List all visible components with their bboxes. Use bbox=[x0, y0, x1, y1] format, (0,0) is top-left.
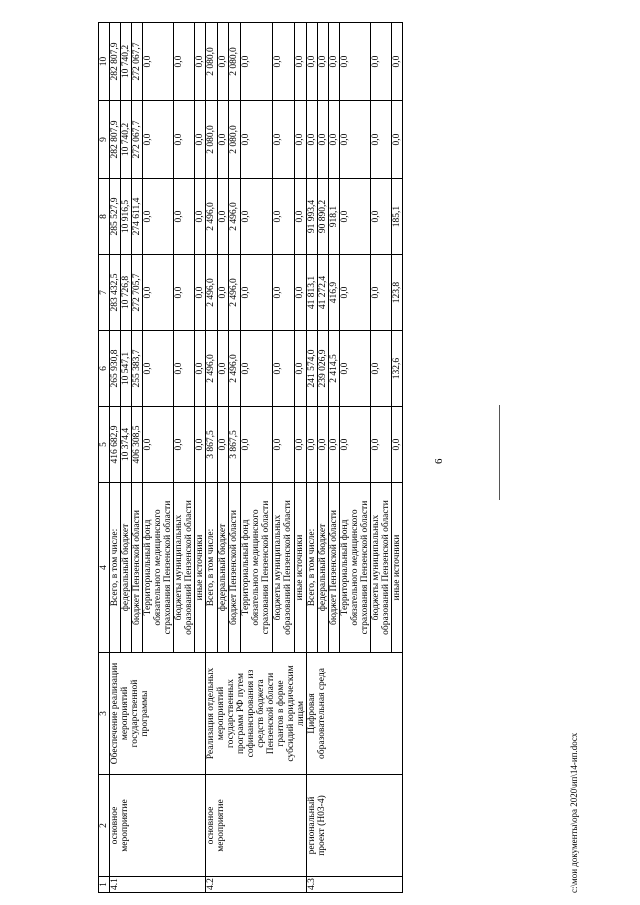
amount-cell: 0,0 bbox=[371, 23, 392, 101]
amount-cell: 239 026,9 bbox=[318, 331, 329, 407]
amount-cell: 0,0 bbox=[307, 407, 318, 483]
item-name-line: Реализация отдельных bbox=[206, 667, 216, 760]
amount-cell: 0,0 bbox=[273, 331, 295, 407]
amount-cell: 272 067,7 bbox=[132, 101, 143, 179]
funding-source bbox=[340, 483, 371, 653]
funding-source bbox=[273, 483, 295, 653]
amount-cell: 0,0 bbox=[217, 331, 229, 407]
funding-source-line: страхования Пензенской области bbox=[260, 500, 271, 635]
amount-cell: 0,0 bbox=[240, 255, 273, 331]
amount-cell: 0,0 bbox=[240, 331, 273, 407]
funding-source-line: Всего, в том числе: bbox=[307, 528, 317, 607]
amount-cell: 2 080,0 bbox=[229, 101, 241, 179]
item-type-line: мероприятие bbox=[120, 799, 130, 852]
funding-source-line: иные источники bbox=[392, 534, 402, 601]
amount-cell: 0,0 bbox=[195, 23, 206, 101]
amount-cell: 0,0 bbox=[143, 407, 174, 483]
amount-cell: 0,0 bbox=[143, 179, 174, 255]
table-row bbox=[206, 23, 218, 893]
amount-cell: 0,0 bbox=[295, 331, 307, 407]
funding-source-line: Всего, в том числе: bbox=[206, 528, 216, 607]
amount-cell: 0,0 bbox=[240, 101, 273, 179]
item-name-line: образовательная среда bbox=[317, 668, 327, 759]
amount-cell: 406 308,5 bbox=[132, 407, 143, 483]
amount-cell: 0,0 bbox=[240, 179, 273, 255]
amount-cell: 0,0 bbox=[340, 331, 371, 407]
column-number: 9 bbox=[99, 101, 110, 179]
amount-cell: 2 414,5 bbox=[329, 331, 340, 407]
item-name-line: софинансирования из bbox=[246, 669, 256, 758]
amount-cell: 0,0 bbox=[217, 23, 229, 101]
item-type bbox=[206, 775, 307, 877]
amount-cell: 0,0 bbox=[174, 179, 195, 255]
amount-cell: 0,0 bbox=[318, 407, 329, 483]
amount-cell: 0,0 bbox=[392, 101, 403, 179]
amount-cell: 283 432,5 bbox=[110, 255, 121, 331]
funding-source-line: бюджет Пензенской области bbox=[132, 510, 142, 625]
funding-source bbox=[132, 483, 143, 653]
amount-cell: 274 611,4 bbox=[132, 179, 143, 255]
item-name-line: средств бюджета bbox=[256, 679, 266, 748]
amount-cell: 3 867,5 bbox=[229, 407, 241, 483]
funding-source-line: обязательного медицинского bbox=[153, 509, 163, 626]
amount-cell: 0,0 bbox=[295, 23, 307, 101]
column-number: 8 bbox=[99, 179, 110, 255]
funding-source-line: страхования Пензенской области bbox=[163, 500, 173, 635]
table-row bbox=[307, 23, 318, 893]
item-type-line: проект (Н03-4) bbox=[317, 795, 327, 856]
funding-source bbox=[206, 483, 218, 653]
amount-cell: 0,0 bbox=[174, 407, 195, 483]
amount-cell: 416,9 bbox=[329, 255, 340, 331]
amount-cell: 0,0 bbox=[340, 407, 371, 483]
item-number: 4.1 bbox=[110, 877, 206, 893]
amount-cell: 0,0 bbox=[295, 255, 307, 331]
item-name-line: Цифровая bbox=[307, 693, 317, 734]
column-number: 2 bbox=[99, 775, 110, 877]
amount-cell: 2 496,0 bbox=[229, 255, 241, 331]
table-header-row bbox=[99, 23, 110, 893]
amount-cell: 0,0 bbox=[273, 255, 295, 331]
amount-cell: 282 807,9 bbox=[110, 101, 121, 179]
funding-source-line: Территориальный фонд bbox=[240, 519, 251, 616]
amount-cell: 0,0 bbox=[329, 101, 340, 179]
amount-cell: 123,8 bbox=[392, 255, 403, 331]
amount-cell: 272 067,7 bbox=[132, 23, 143, 101]
amount-cell: 10 726,8 bbox=[121, 255, 132, 331]
amount-cell: 2 496,0 bbox=[229, 331, 241, 407]
item-name-line: государственной bbox=[130, 679, 140, 748]
amount-cell: 0,0 bbox=[371, 255, 392, 331]
column-number: 3 bbox=[99, 653, 110, 775]
amount-cell: 265 930,8 bbox=[110, 331, 121, 407]
item-type-line: основное bbox=[206, 806, 216, 845]
amount-cell: 0,0 bbox=[217, 407, 229, 483]
amount-cell: 0,0 bbox=[273, 23, 295, 101]
amount-cell: 0,0 bbox=[371, 101, 392, 179]
file-path-footer: c:\мои документы\ора 2020\ип\14-ип.docx bbox=[569, 732, 579, 893]
amount-cell: 0,0 bbox=[195, 179, 206, 255]
amount-cell: 0,0 bbox=[195, 101, 206, 179]
amount-cell: 0,0 bbox=[217, 179, 229, 255]
amount-cell: 10 916,5 bbox=[121, 179, 132, 255]
amount-cell: 0,0 bbox=[295, 101, 307, 179]
item-name-line: программ РФ путем bbox=[236, 672, 246, 755]
item-name bbox=[110, 653, 206, 775]
funding-source-line: обязательного медицинского bbox=[350, 509, 360, 626]
amount-cell: 2 080,0 bbox=[206, 101, 218, 179]
item-name-line: лицам bbox=[296, 700, 306, 727]
amount-cell: 0,0 bbox=[273, 179, 295, 255]
amount-cell: 0,0 bbox=[318, 23, 329, 101]
funding-source bbox=[307, 483, 318, 653]
amount-cell: 0,0 bbox=[329, 407, 340, 483]
item-number: 4.3 bbox=[307, 877, 403, 893]
amount-cell: 91 993,4 bbox=[307, 179, 318, 255]
item-type-line: мероприятие bbox=[216, 799, 226, 852]
item-name-line: программы bbox=[140, 690, 150, 737]
item-name-line: Пензенской области bbox=[266, 672, 276, 755]
column-number: 5 bbox=[99, 407, 110, 483]
funding-source bbox=[121, 483, 132, 653]
funding-source-line: образований Пензенской области bbox=[381, 500, 391, 635]
item-type-line: основное bbox=[110, 806, 120, 845]
amount-cell: 0,0 bbox=[174, 255, 195, 331]
funding-source-line: страхования Пензенской области bbox=[360, 500, 370, 635]
item-name-line: мероприятий bbox=[120, 686, 130, 741]
amount-cell: 416 682,9 bbox=[110, 407, 121, 483]
amount-cell: 0,0 bbox=[217, 255, 229, 331]
amount-cell: 2 080,0 bbox=[229, 23, 241, 101]
amount-cell: 0,0 bbox=[371, 179, 392, 255]
amount-cell: 10 374,4 bbox=[121, 407, 132, 483]
funding-source bbox=[195, 483, 206, 653]
amount-cell: 0,0 bbox=[143, 101, 174, 179]
amount-cell: 0,0 bbox=[307, 101, 318, 179]
item-type-line: региональный bbox=[307, 796, 317, 855]
funding-source-line: бюджеты муниципальных bbox=[371, 514, 381, 621]
amount-cell: 10 740,2 bbox=[121, 23, 132, 101]
amount-cell: 282 807,9 bbox=[110, 23, 121, 101]
funding-source bbox=[392, 483, 403, 653]
item-name bbox=[307, 653, 403, 775]
amount-cell: 10 740,2 bbox=[121, 101, 132, 179]
funding-source bbox=[143, 483, 174, 653]
item-name-line: государственных bbox=[226, 679, 236, 749]
amount-cell: 0,0 bbox=[340, 255, 371, 331]
funding-source bbox=[229, 483, 241, 653]
funding-source bbox=[295, 483, 307, 653]
amount-cell: 285 527,9 bbox=[110, 179, 121, 255]
funding-source bbox=[371, 483, 392, 653]
amount-cell: 0,0 bbox=[340, 23, 371, 101]
amount-cell: 3 867,5 bbox=[206, 407, 218, 483]
item-type bbox=[110, 775, 206, 877]
amount-cell: 0,0 bbox=[195, 407, 206, 483]
amount-cell: 185,1 bbox=[392, 179, 403, 255]
funding-source bbox=[110, 483, 121, 653]
page-number: 6 bbox=[433, 458, 445, 464]
funding-source-line: Всего, в том числе: bbox=[110, 528, 120, 607]
funding-source-line: обязательного медицинского bbox=[250, 509, 261, 626]
funding-source-line: бюджеты муниципальных bbox=[174, 514, 184, 621]
funding-source-line: бюджет Пензенской области bbox=[329, 510, 339, 625]
amount-cell: 272 705,7 bbox=[132, 255, 143, 331]
amount-cell: 0,0 bbox=[329, 23, 340, 101]
funding-source-line: федеральный бюджет bbox=[121, 523, 131, 612]
funding-source bbox=[240, 483, 273, 653]
amount-cell: 90 890,2 bbox=[318, 179, 329, 255]
item-name-line: субсидий юридическим bbox=[286, 665, 296, 762]
column-number: 7 bbox=[99, 255, 110, 331]
amount-cell: 0,0 bbox=[371, 407, 392, 483]
funding-source-line: бюджеты муниципальных bbox=[273, 514, 284, 621]
funding-source-line: образований Пензенской области bbox=[283, 500, 294, 635]
amount-cell: 2 496,0 bbox=[206, 255, 218, 331]
amount-cell: 132,6 bbox=[392, 331, 403, 407]
amount-cell: 41 272,4 bbox=[318, 255, 329, 331]
item-type bbox=[307, 775, 403, 877]
amount-cell: 0,0 bbox=[143, 23, 174, 101]
amount-cell: 0,0 bbox=[174, 101, 195, 179]
amount-cell: 2 496,0 bbox=[206, 179, 218, 255]
amount-cell: 10 547,1 bbox=[121, 331, 132, 407]
separator-line bbox=[499, 405, 500, 500]
funding-source bbox=[329, 483, 340, 653]
funding-source-line: федеральный бюджет bbox=[217, 523, 228, 612]
amount-cell: 0,0 bbox=[340, 179, 371, 255]
item-name-line: мероприятий bbox=[216, 686, 226, 741]
amount-cell: 241 574,0 bbox=[307, 331, 318, 407]
column-number: 1 bbox=[99, 877, 110, 893]
amount-cell: 0,0 bbox=[217, 101, 229, 179]
amount-cell: 0,0 bbox=[318, 101, 329, 179]
funding-source bbox=[217, 483, 229, 653]
amount-cell: 0,0 bbox=[195, 255, 206, 331]
amount-cell: 0,0 bbox=[340, 101, 371, 179]
amount-cell: 2 496,0 bbox=[206, 331, 218, 407]
amount-cell: 0,0 bbox=[392, 23, 403, 101]
table-row bbox=[110, 23, 121, 893]
amount-cell: 255 383,7 bbox=[132, 331, 143, 407]
funding-source-line: бюджет Пензенской области bbox=[229, 510, 240, 625]
amount-cell: 2 496,0 bbox=[229, 179, 241, 255]
funding-source-line: образований Пензенской области bbox=[184, 500, 194, 635]
amount-cell: 0,0 bbox=[143, 255, 174, 331]
funding-source bbox=[174, 483, 195, 653]
amount-cell: 0,0 bbox=[371, 331, 392, 407]
amount-cell: 2 080,0 bbox=[206, 23, 218, 101]
item-number: 4.2 bbox=[206, 877, 307, 893]
amount-cell: 918,1 bbox=[329, 179, 340, 255]
funding-source-line: федеральный бюджет bbox=[318, 523, 328, 612]
amount-cell: 0,0 bbox=[295, 407, 307, 483]
amount-cell: 0,0 bbox=[240, 407, 273, 483]
amount-cell: 0,0 bbox=[295, 179, 307, 255]
item-name-line: грантов в форме bbox=[276, 680, 286, 747]
amount-cell: 0,0 bbox=[174, 331, 195, 407]
funding-source-line: иные источники bbox=[295, 534, 306, 601]
amount-cell: 0,0 bbox=[273, 407, 295, 483]
table-body bbox=[99, 23, 403, 893]
item-name-line: Обеспечение реализации bbox=[110, 662, 120, 765]
amount-cell: 0,0 bbox=[273, 101, 295, 179]
amount-cell: 41 813,1 bbox=[307, 255, 318, 331]
funding-source-line: Территориальный фонд bbox=[143, 519, 153, 616]
budget-table bbox=[98, 22, 403, 893]
column-number: 4 bbox=[99, 483, 110, 653]
funding-source-line: иные источники bbox=[195, 534, 205, 601]
column-number: 6 bbox=[99, 331, 110, 407]
item-name bbox=[206, 653, 307, 775]
funding-source bbox=[318, 483, 329, 653]
amount-cell: 0,0 bbox=[240, 23, 273, 101]
amount-cell: 0,0 bbox=[143, 331, 174, 407]
amount-cell: 0,0 bbox=[307, 23, 318, 101]
amount-cell: 0,0 bbox=[195, 331, 206, 407]
column-number: 10 bbox=[99, 23, 110, 101]
funding-source-line: Территориальный фонд bbox=[340, 519, 350, 616]
amount-cell: 0,0 bbox=[174, 23, 195, 101]
amount-cell: 0,0 bbox=[392, 407, 403, 483]
